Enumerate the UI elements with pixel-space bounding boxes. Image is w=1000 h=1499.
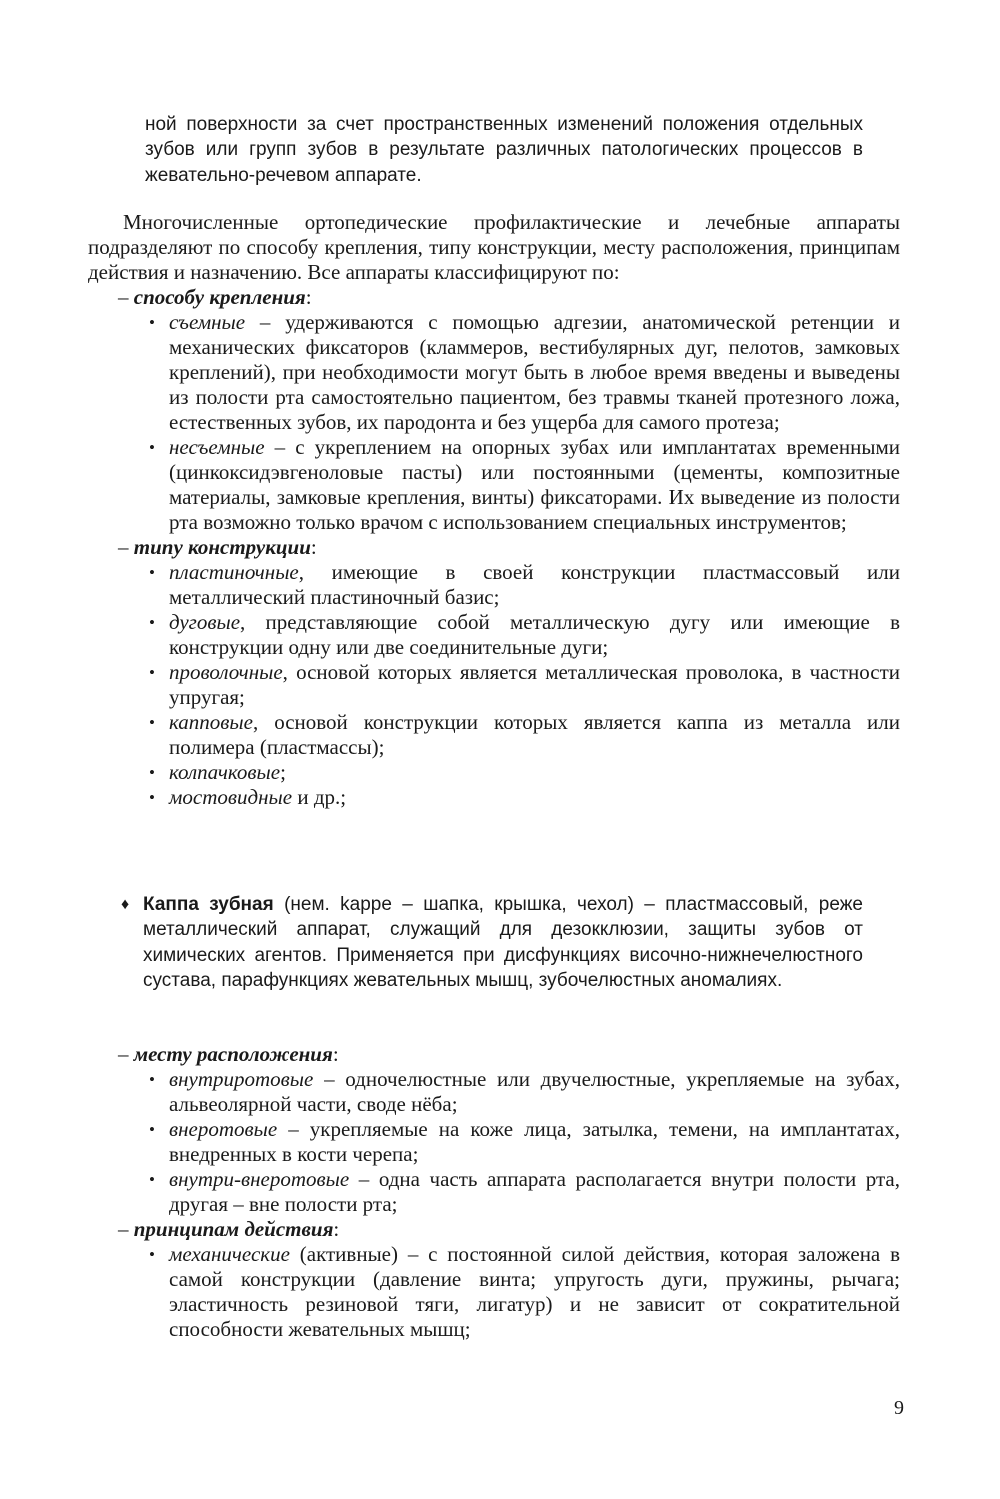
bullet-icon: •: [149, 613, 155, 632]
construction-list: [149, 560, 900, 810]
bullet-icon: •: [149, 438, 155, 457]
term-definition: [121, 892, 863, 994]
item-term: капповые: [169, 710, 253, 734]
item-term: съемные: [169, 310, 246, 334]
term-continuation-text: ной поверхности за счет пространственных изменений положения отдельных зубов или групп зубов в результате различных патологических процессов в жевательно-речевом аппарате.: [145, 114, 863, 186]
list-item: [149, 760, 900, 785]
list-item: [149, 1117, 900, 1167]
list-item: [149, 560, 900, 610]
fixation-list: [149, 310, 900, 535]
category-title: принципам действия: [133, 1217, 334, 1241]
item-text: – одночелюстные или двучелюстные, укрепляемые на зубах, альвеолярной части, своде нёба;: [169, 1067, 900, 1116]
item-text: , представляющие собой металлическую дугу или имеющие в конструкции одну или две соединительные дуги;: [169, 610, 900, 659]
list-item: [149, 1242, 900, 1342]
bullet-icon: •: [149, 763, 155, 782]
item-term: пластиночные: [169, 560, 299, 584]
item-text: , имеющие в своей конструкции пластмассовый или металлический пластиночный базис;: [169, 560, 900, 609]
principles-list: [149, 1242, 900, 1342]
category-location: – месту расположения:: [118, 1042, 339, 1066]
intro-paragraph: Многочисленные ортопедические профилактические и лечебные аппараты подразделяют по способу крепления, типу конструкции, месту расположения, принципам действия и назначению. Все аппараты классифицируют по:: [88, 210, 900, 284]
term-definition-box: [121, 892, 863, 994]
bullet-icon: •: [149, 1170, 155, 1189]
bullet-icon: •: [149, 1070, 155, 1089]
item-text: – с укреплением на опорных зубах или имплантатах временными (цинкоксидэвгеноловые пасты) или постоянными (цементы, композитные материалы, замковые крепления, винты) фиксаторами. Их выведение из полости рта возможно только врачом с использованием специальных инструментов;: [169, 435, 900, 534]
item-term: мостовидные: [169, 785, 293, 809]
item-text: (активные) – с постоянной силой действия, которая заложена в самой конструкции (давление винта; упругость дуги, пружины, рычага; эластичность резиновой тяги, лигатур) и не зависит от сократительной способности жевательных мышц;: [169, 1242, 900, 1341]
item-text: – одна часть аппарата располагается внутри полости рта, другая – вне полости рта;: [169, 1167, 900, 1216]
item-term: внутриротовые: [169, 1067, 314, 1091]
item-term: несъемные: [169, 435, 265, 459]
item-text: – удерживаются с помощью адгезии, анатомической ретенции и механических фиксаторов (кламмеров, вестибулярных дуг, пелотов, замковых креплений), при необходимости могут быть в любое время введены и выведены из полости рта самостоятельно пациентом, без травмы тканей протезного ложа, естественных зубов, их пародонта и без ущерба для самого протеза;: [169, 310, 900, 434]
list-item: [149, 1067, 900, 1117]
list-item: [149, 1167, 900, 1217]
item-term: колпачковые: [169, 760, 281, 784]
category-title: месту расположения: [133, 1042, 333, 1066]
dash-marker: –: [118, 285, 129, 309]
term-text: (нем. kappe – шапка, крышка, чехол) – пластмассовый, реже металлический аппарат, служащий для дезокклюзии, защиты зубов от химических агентов. Применяется при дисфункциях височно-нижнечелюстного сустава, парафункциях жевательных мышц, зубочелюстных аномалиях.: [143, 894, 863, 992]
category-construction: – типу конструкции:: [118, 535, 317, 559]
item-term: внутри-внеротовые: [169, 1167, 350, 1191]
dash-marker: –: [118, 1217, 129, 1241]
item-text: , основой которых является металлическая проволока, в частности упругая;: [169, 660, 900, 709]
category-principles: – принципам действия:: [118, 1217, 340, 1241]
bullet-icon: •: [149, 1245, 155, 1264]
term-name: Каппа зубная: [143, 894, 274, 915]
classification-section-2: [88, 1042, 900, 1342]
list-item: [149, 710, 900, 760]
bullet-icon: •: [149, 1120, 155, 1139]
list-item: [149, 660, 900, 710]
bullet-icon: •: [149, 788, 155, 807]
item-term: дуговые: [169, 610, 241, 634]
bullet-icon: •: [149, 563, 155, 582]
item-text: ;: [280, 760, 286, 784]
diamond-icon: ♦: [121, 896, 130, 913]
item-term: внеротовые: [169, 1117, 278, 1141]
bullet-icon: •: [149, 713, 155, 732]
item-term: проволочные: [169, 660, 283, 684]
category-title: способу крепления: [133, 285, 306, 309]
item-term: механические: [169, 1242, 290, 1266]
location-list: [149, 1067, 900, 1217]
list-item: [149, 610, 900, 660]
list-item: [149, 785, 900, 810]
item-text: – укрепляемые на коже лица, затылка, темени, на имплантатах, внедренных в кости черепа;: [169, 1117, 900, 1166]
list-item: [149, 310, 900, 435]
term-continuation-block: [145, 112, 863, 188]
classification-section-1: [88, 210, 900, 810]
item-text: и др.;: [292, 785, 347, 809]
dash-marker: –: [118, 535, 129, 559]
item-text: , основой конструкции которых является каппа из металла или полимера (пластмассы);: [169, 710, 900, 759]
bullet-icon: •: [149, 313, 155, 332]
category-title: типу конструкции: [133, 535, 311, 559]
list-item: [149, 435, 900, 535]
bullet-icon: •: [149, 663, 155, 682]
dash-marker: –: [118, 1042, 129, 1066]
page-number: 9: [894, 1397, 904, 1419]
category-fixation: – способу крепления:: [118, 285, 312, 309]
